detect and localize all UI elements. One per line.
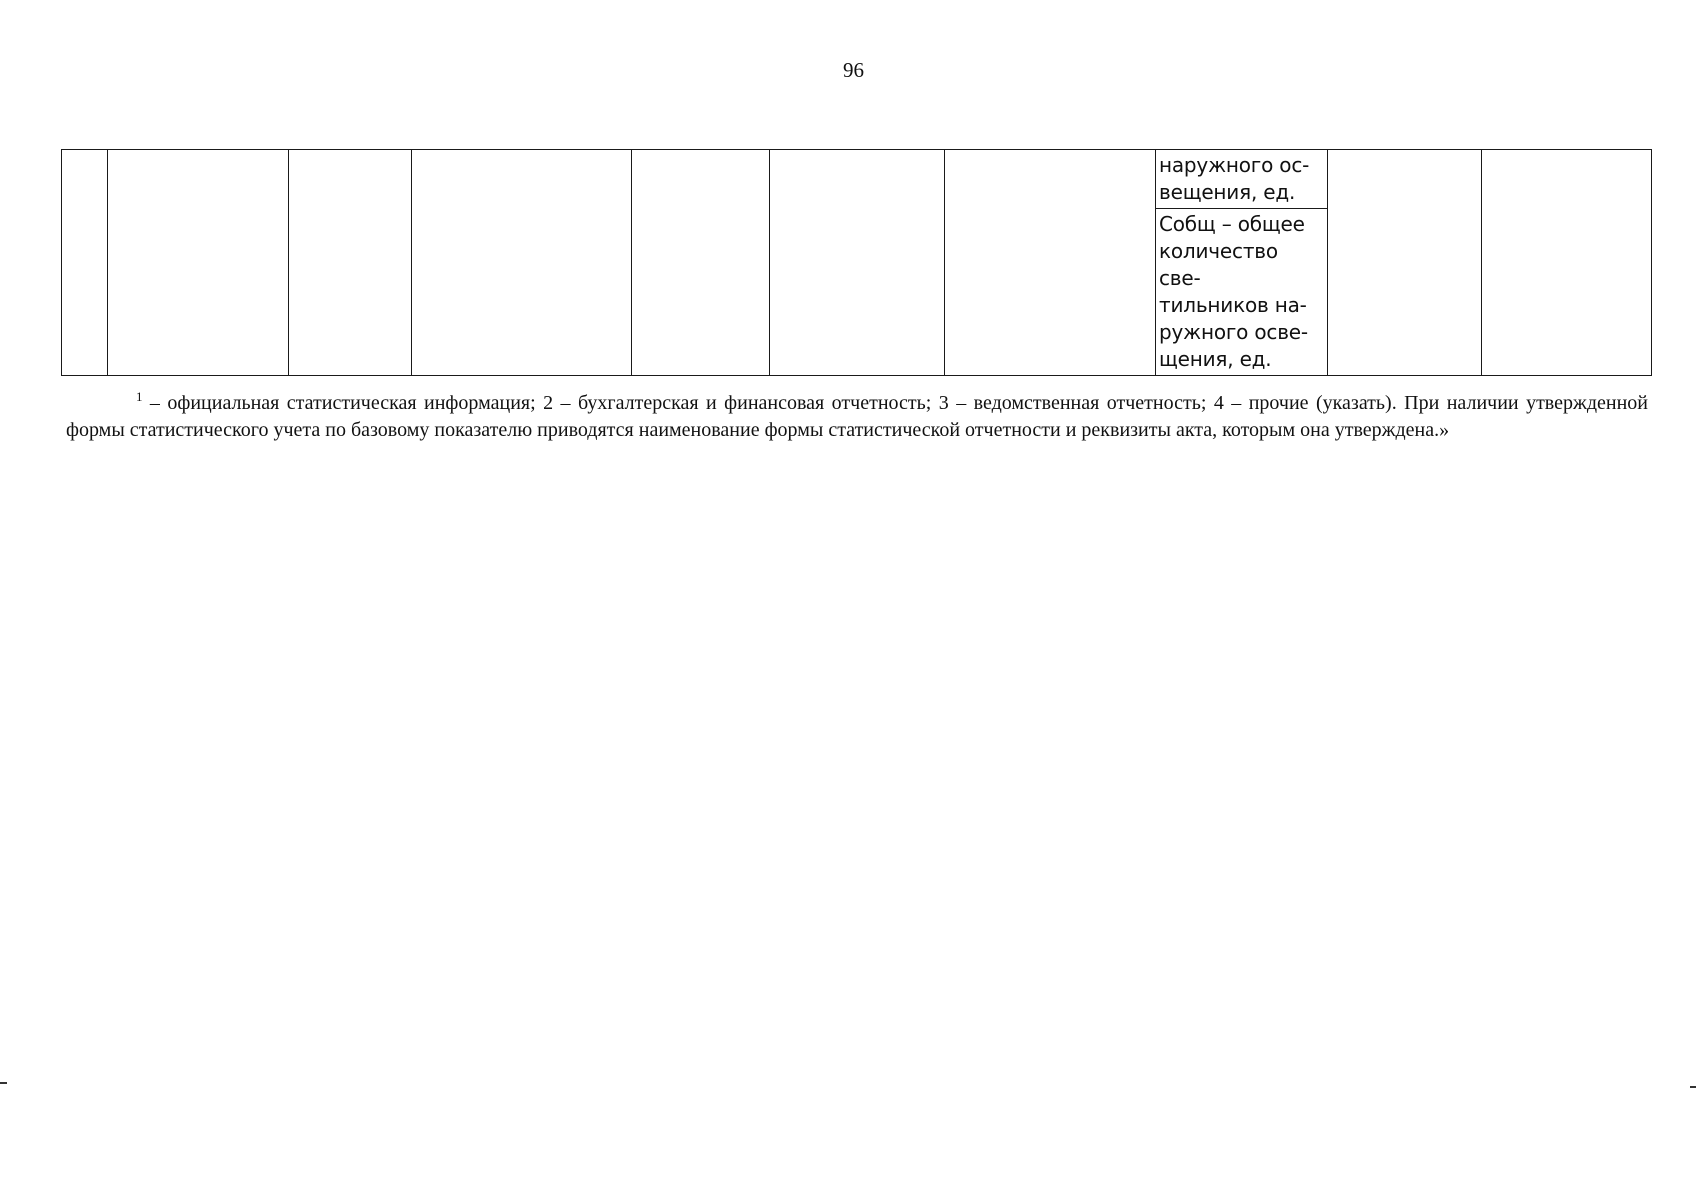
table-cell [770,150,945,376]
footnote-marker: 1 [136,389,143,404]
table-cell [632,150,770,376]
page-number: 96 [843,58,864,82]
table-cell [108,150,289,376]
table-row [62,150,1652,209]
table-cell [945,150,1156,376]
footnote-text: – официальная статистическая информация; 2 – бухгалтерская и финансовая отчетность; 3 – ведомственная отчетность; 4 – прочие (указать). При наличии утвержденной формы статистического учета по базовому показателю приводятся наименование формы статистической отчетности и реквизиты акта, которым она утверждена.» [66,392,1648,441]
formula-variable-description: Cобщ – общее количество све- тильников на- ружного осве- щения, ед. [1159,212,1308,371]
table-cell-formula-part [1156,209,1328,376]
table-cell [412,150,632,376]
continuation-table [61,149,1652,376]
footnote [66,390,1648,444]
table-cell [289,150,412,376]
table-cell-formula-part [1156,150,1328,209]
table-cell-index [62,150,108,376]
scan-artifact [1690,1086,1696,1088]
table-cell [1328,150,1482,376]
table-cell [1482,150,1652,376]
scan-artifact [0,1082,7,1084]
formula-variable-description: наружного ос- вещения, ед. [1159,153,1310,204]
